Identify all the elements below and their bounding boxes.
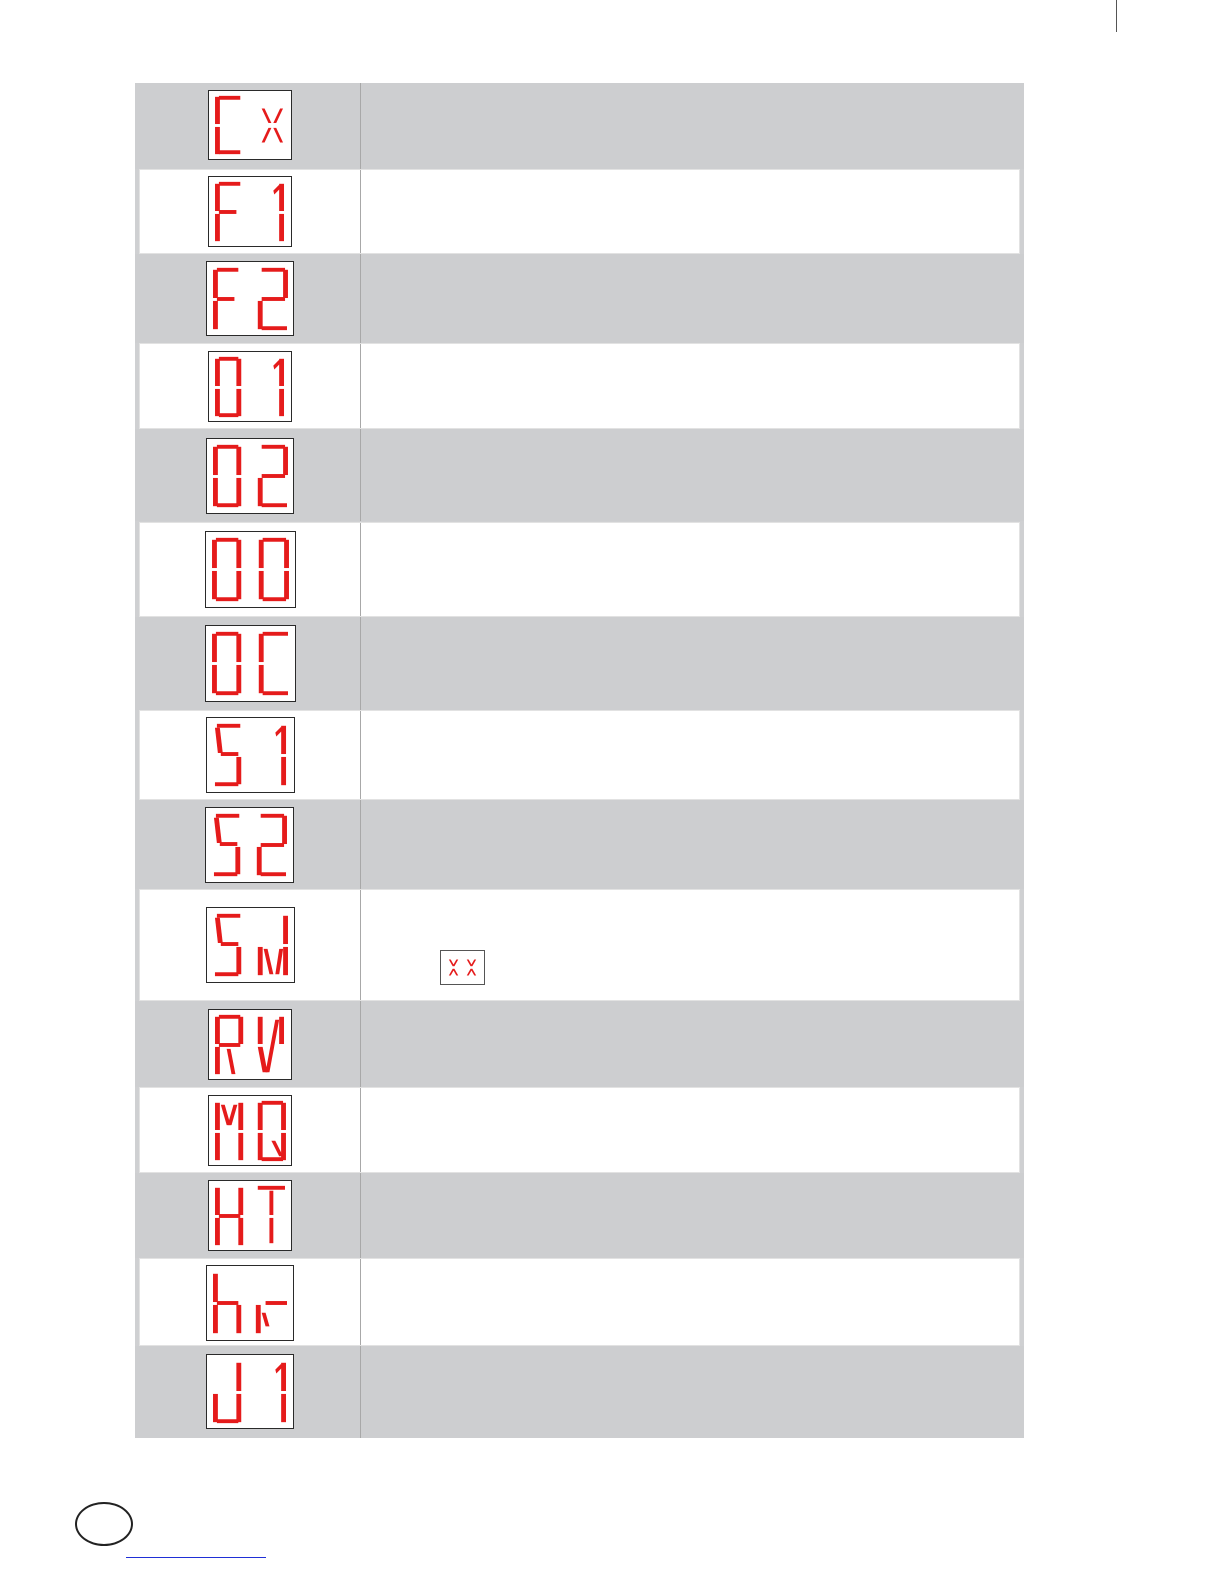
segment-display-f1 [208,176,292,247]
segment-display-cx [208,90,292,160]
column-divider [360,1001,361,1087]
segment-display-rv [208,1009,292,1080]
column-divider [360,890,361,1000]
column-divider [360,83,361,169]
column-divider [360,1259,361,1345]
table-row [140,711,1019,799]
column-divider [360,1173,361,1258]
column-divider [360,429,361,521]
table-row [135,1173,1024,1258]
segment-display-ht [208,1180,292,1251]
segment-display-s2 [205,807,294,883]
segment-display-mq [208,1095,292,1166]
column-divider [360,170,361,253]
segment-display-02 [206,438,294,514]
footer-link-underline[interactable] [126,1557,266,1558]
column-divider [360,1088,361,1172]
table-row [140,890,1019,1000]
segment-display-0c [205,625,296,702]
table-row [140,344,1019,428]
column-divider [360,344,361,428]
column-divider [360,523,361,616]
table-row [140,1259,1019,1345]
column-divider [360,711,361,799]
table-row [140,523,1019,616]
segment-display-hr [206,1265,294,1341]
column-divider [360,254,361,343]
page-number-badge [75,1502,133,1546]
column-divider [360,617,361,710]
segment-display-j1 [206,1354,294,1429]
segment-display-f2 [206,261,294,336]
column-divider [360,800,361,889]
segment-display-s1 [206,717,295,793]
table-row [135,800,1024,889]
segment-display-01 [208,351,292,422]
table-row [135,429,1024,521]
segment-display-sw [206,907,295,983]
table-row [135,83,1024,169]
error-code-table [135,83,1024,1438]
table-row [135,617,1024,710]
segment-display-00 [205,531,296,608]
inline-segment-display-xx [440,950,485,985]
table-row [140,170,1019,253]
table-row [135,1001,1024,1087]
table-row [135,1346,1024,1438]
table-row [140,1088,1019,1172]
table-row [135,254,1024,343]
crop-mark [1116,0,1117,32]
column-divider [360,1346,361,1438]
